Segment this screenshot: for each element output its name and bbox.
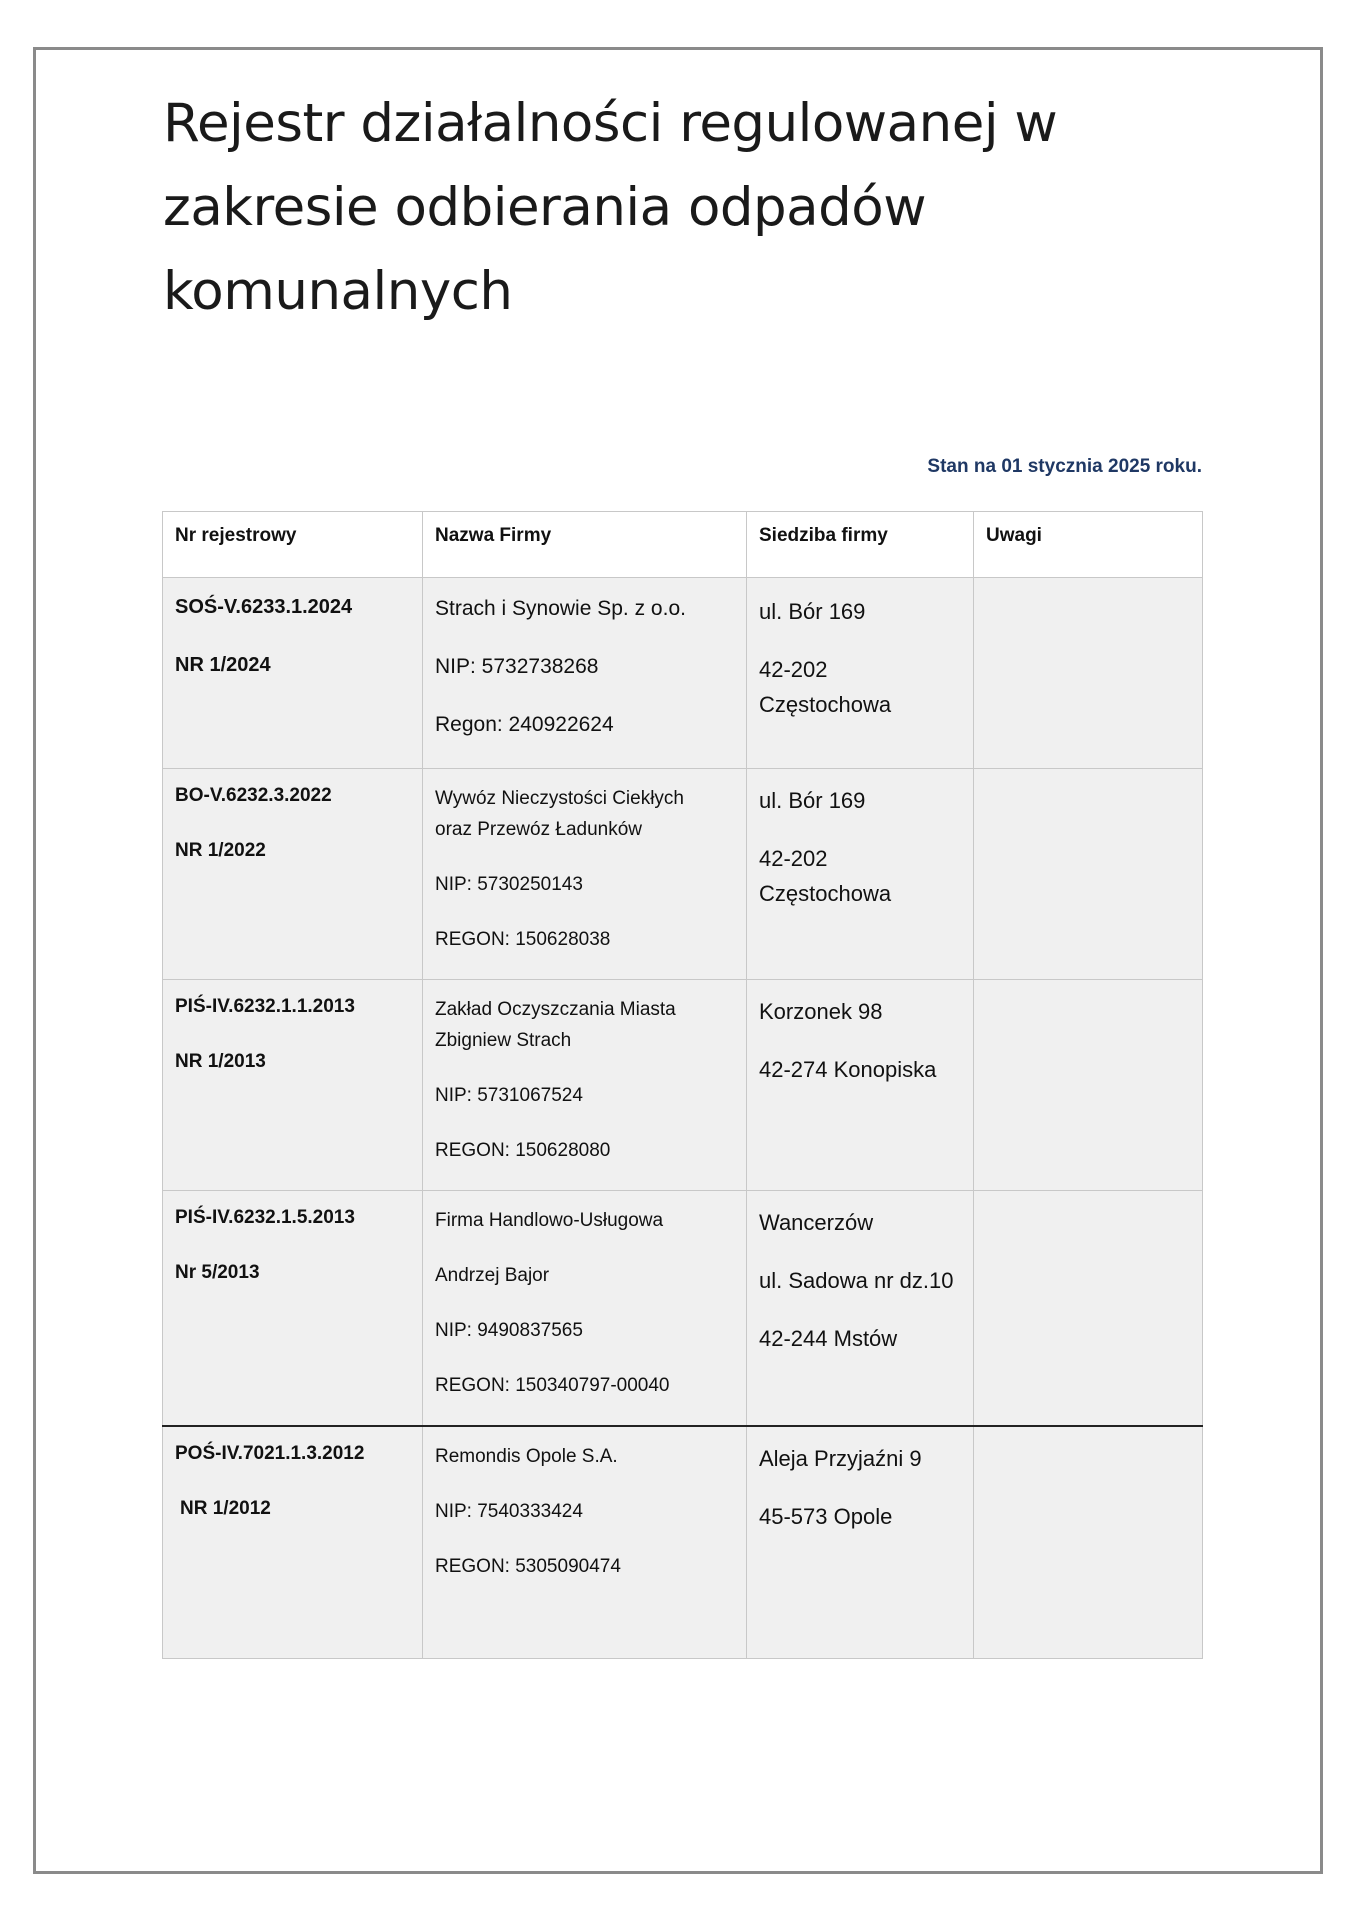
table-row — [163, 578, 1203, 769]
reg-cell — [163, 980, 423, 1191]
firm-name-line: Andrzej Bajor — [435, 1265, 550, 1286]
table-row — [163, 1426, 1203, 1658]
firm-regon: REGON: 150628080 — [435, 1140, 611, 1161]
notes-cell — [974, 769, 1203, 980]
address-line: Wancerzów — [759, 1210, 874, 1235]
reg-cell — [163, 578, 423, 769]
reg-num: NR 1/2013 — [175, 1051, 266, 1072]
table-row — [163, 980, 1203, 1191]
register-table — [162, 511, 1203, 1659]
address-line: 45-573 Opole — [759, 1504, 893, 1529]
address-line: ul. Sadowa nr dz.10 — [759, 1268, 954, 1293]
firm-regon: REGON: 150340797-00040 — [435, 1375, 670, 1396]
firm-name-line: Wywóz Nieczystości Ciekłych — [435, 788, 684, 809]
address-cell — [747, 1426, 974, 1658]
reg-cell — [163, 1191, 423, 1427]
firm-nip: NIP: 7540333424 — [435, 1501, 583, 1522]
firm-cell — [423, 578, 747, 769]
firm-name-line: Firma Handlowo-Usługowa — [435, 1210, 664, 1231]
firm-regon: Regon: 240922624 — [435, 713, 614, 736]
notes-cell — [974, 578, 1203, 769]
notes-cell — [974, 980, 1203, 1191]
reg-no: SOŚ-V.6233.1.2024 — [175, 596, 353, 618]
firm-cell — [423, 1191, 747, 1427]
header-reg-no: Nr rejestrowy — [163, 512, 423, 578]
reg-no: BO-V.6232.3.2022 — [175, 785, 332, 806]
reg-no: PIŚ-IV.6232.1.1.2013 — [175, 996, 355, 1017]
reg-num: Nr 5/2013 — [175, 1262, 260, 1283]
address-line: Aleja Przyjaźni 9 — [759, 1446, 922, 1471]
firm-regon: REGON: 150628038 — [435, 929, 611, 950]
title-line-3: komunalnych — [163, 261, 513, 322]
page-title — [163, 82, 1123, 334]
address-cell — [747, 1191, 974, 1427]
address-line: 42-202 — [759, 657, 828, 682]
firm-nip: NIP: 5732738268 — [435, 655, 599, 678]
firm-nip: NIP: 5730250143 — [435, 874, 583, 895]
firm-name-line: Zbigniew Strach — [435, 1030, 572, 1051]
reg-no: POŚ-IV.7021.1.3.2012 — [175, 1443, 365, 1464]
reg-no: PIŚ-IV.6232.1.5.2013 — [175, 1207, 355, 1228]
address-line: Częstochowa — [759, 692, 892, 717]
reg-cell — [163, 769, 423, 980]
table-header-row — [163, 512, 1203, 578]
header-address: Siedziba firmy — [747, 512, 974, 578]
reg-num: NR 1/2024 — [175, 654, 271, 676]
firm-nip: NIP: 5731067524 — [435, 1085, 583, 1106]
title-line-1: Rejestr działalności regulowanej w — [163, 93, 1058, 154]
firm-cell — [423, 1426, 747, 1658]
address-line: 42-244 Mstów — [759, 1326, 898, 1351]
table-row — [163, 769, 1203, 980]
firm-name-line: oraz Przewóz Ładunków — [435, 819, 642, 840]
firm-cell — [423, 769, 747, 980]
notes-cell — [974, 1426, 1203, 1658]
notes-cell — [974, 1191, 1203, 1427]
firm-name-line: Zakład Oczyszczania Miasta — [435, 999, 676, 1020]
firm-cell — [423, 980, 747, 1191]
address-line: 42-274 Konopiska — [759, 1057, 937, 1082]
reg-cell — [163, 1426, 423, 1658]
header-notes: Uwagi — [974, 512, 1203, 578]
address-cell — [747, 769, 974, 980]
header-firm-name: Nazwa Firmy — [423, 512, 747, 578]
status-date: Stan na 01 stycznia 2025 roku. — [927, 456, 1202, 477]
firm-name: Remondis Opole S.A. — [435, 1446, 618, 1467]
reg-num: NR 1/2022 — [175, 840, 266, 861]
address-line: Częstochowa — [759, 881, 892, 906]
address-line: ul. Bór 169 — [759, 599, 866, 624]
table-row — [163, 1191, 1203, 1427]
firm-nip: NIP: 9490837565 — [435, 1320, 583, 1341]
address-cell — [747, 578, 974, 769]
firm-name: Strach i Synowie Sp. z o.o. — [435, 597, 686, 620]
reg-num: NR 1/2012 — [180, 1498, 271, 1519]
address-line: Korzonek 98 — [759, 999, 883, 1024]
address-line: ul. Bór 169 — [759, 788, 866, 813]
address-line: 42-202 — [759, 846, 828, 871]
title-line-2: zakresie odbierania odpadów — [163, 177, 927, 238]
address-cell — [747, 980, 974, 1191]
firm-regon: REGON: 5305090474 — [435, 1556, 621, 1577]
